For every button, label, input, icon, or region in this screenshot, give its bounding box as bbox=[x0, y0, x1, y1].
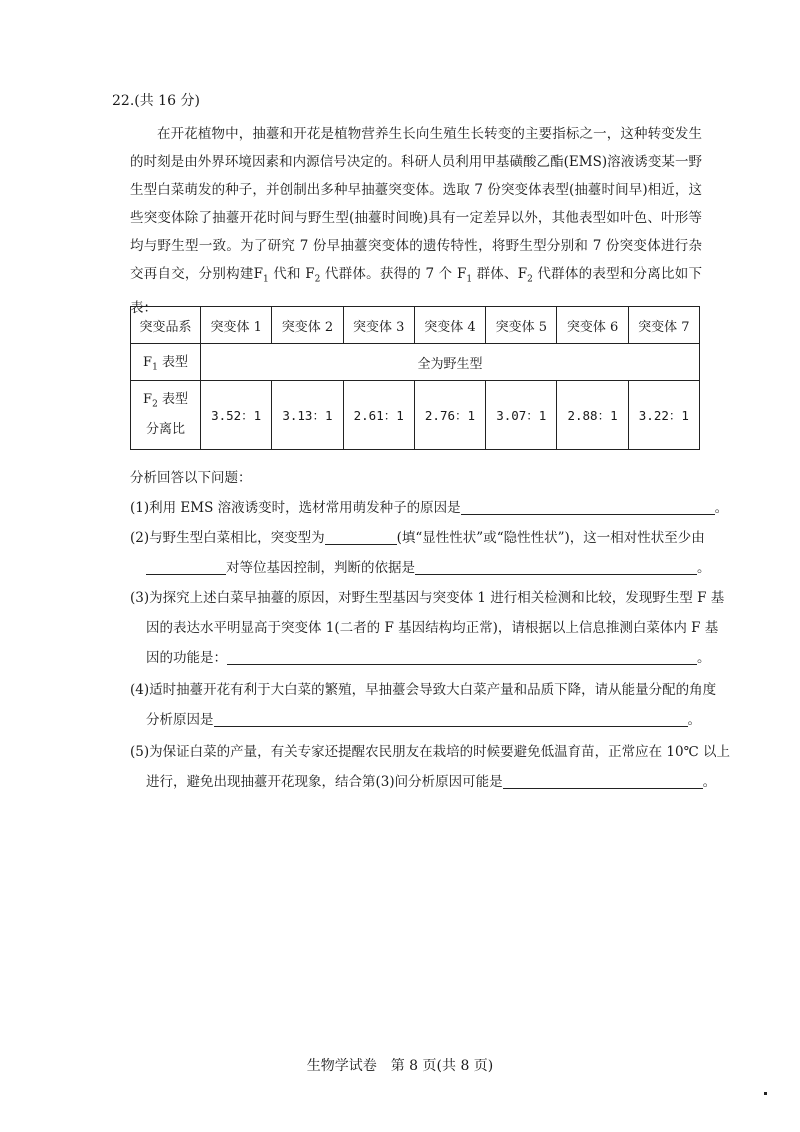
ratio-cell: 2.88：1 bbox=[557, 381, 628, 450]
table-header-cell: 突变体 3 bbox=[343, 307, 414, 344]
table-header-cell: 突变体 4 bbox=[414, 307, 485, 344]
answer-blank-2b[interactable] bbox=[146, 558, 226, 575]
question-intro: 在开花植物中，抽薹和开花是植物营养生长向生殖生长转变的主要指标之一，这种转变发生的时刻是由外界环境因素和内源信号决定的。科研人员利用甲基磺酸乙酯(EMS)溶液诱变某一野生型白菜萌发的种子，并创制出多种早抽薹突变体。选取 7 份突变体表型(抽薹时间早)相近，这些突变体除了抽薹开花时间与野生型(抽薹时间晚)具有一定差异以外，其他表型如叶色、叶形等均与野生型一致。为了研究 7 份早抽薹突变体的遗传特性，将野生型分别和 7 份突变体进行杂交再自交，分别构建$F_1$ 代和 $F_2$ 代群体。获得的 7 个 $F_1$ 群体、$F_2$ 代群体的表型和分离比如下表： bbox=[130, 126, 702, 316]
table-row-f1 bbox=[131, 344, 700, 381]
question-header: 22.(共 16 分) bbox=[112, 93, 200, 109]
intro-text-1: 在开花植物中，抽薹和开花是植物营养生长向生殖生长转变的主要指标之一，这种转变发生的时刻是由外界环境因素和内源信号决定的。科研人员利用甲基磺酸乙酯(EMS)溶液诱变某一野生型白菜萌发的种子，并创制出多种早抽薹突变体。选取 7 份突变体表型(抽薹时间早)相近，这些突变体除了抽薹开花时间与野生型(抽薹时间晚)具有一定差异以外，其他表型如叶色、叶形等均与野生型一致。为了研究 7 份早抽薹突变体的遗传特性，将野生型分别和 7 份突变体进行杂交再自交，分别构建 bbox=[130, 126, 702, 282]
corner-mark bbox=[764, 1092, 767, 1095]
subquestion-4: (4)适时抽薹开花有利于大白菜的繁殖，早抽薹会导致大白菜产量和品质下降，请从能量分配的角度 分析原因是 。 bbox=[130, 682, 717, 728]
answer-blank-4[interactable] bbox=[214, 710, 688, 727]
answer-blank-2a[interactable] bbox=[325, 528, 397, 545]
table-header-cell: 突变体 7 bbox=[628, 307, 699, 344]
table-corner-cell: 突变品系 bbox=[131, 307, 201, 344]
answer-blank-3[interactable] bbox=[227, 648, 697, 665]
table-row-f2 bbox=[131, 381, 700, 450]
ratio-cell: 3.13：1 bbox=[272, 381, 343, 450]
answer-blank-1[interactable] bbox=[461, 498, 715, 515]
subquestion-1: (1)利用 EMS 溶液诱变时，选材常用萌发种子的原因是 。 bbox=[130, 500, 729, 516]
f2-label-cell: $F_2$ 表型 分离比 bbox=[131, 381, 201, 450]
ratio-cell: 2.61：1 bbox=[343, 381, 414, 450]
ratio-cell: 3.07：1 bbox=[486, 381, 557, 450]
subquestion-2: (2)与野生型白菜相比，突变型为 (填“显性性状”或“隐性性状”)，这一相对性状至少由 对等位基因控制，判断的依据是 。 bbox=[130, 530, 711, 576]
f1-value-cell: 全为野生型 bbox=[201, 344, 700, 381]
subquestion-5: (5)为保证白菜的产量，有关专家还提醒农民朋友在栽培的时候要避免低温育苗，正常应在 10℃ 以上 进行，避免出现抽薹开花现象，结合第(3)问分析原因可能是 。 bbox=[130, 744, 730, 790]
answer-blank-2c[interactable] bbox=[415, 558, 697, 575]
analysis-prompt: 分析回答以下问题： bbox=[130, 470, 252, 486]
f1-label-cell: $F_1$ 表型 bbox=[131, 344, 201, 381]
page-footer: 生物学试卷 第 8 页(共 8 页) bbox=[306, 1058, 494, 1074]
table-header-cell: 突变体 1 bbox=[201, 307, 272, 344]
table-header-cell: 突变体 6 bbox=[557, 307, 628, 344]
table-header-cell: 突变体 5 bbox=[486, 307, 557, 344]
table-header-row bbox=[131, 307, 700, 344]
results-table bbox=[130, 306, 700, 450]
ratio-cell: 2.76：1 bbox=[414, 381, 485, 450]
ratio-cell: 3.22：1 bbox=[628, 381, 699, 450]
table-header-cell: 突变体 2 bbox=[272, 307, 343, 344]
ratio-cell: 3.52：1 bbox=[201, 381, 272, 450]
subquestion-3: (3)为探究上述白菜早抽薹的原因，对野生型基因与突变体 1 进行相关检测和比较，发现野生型 F 基 因的表达水平明显高于突变体 1(二者的 F 基因结构均正常)，请根据以上信息推测白菜体内 F 基 因的功能是： 。 bbox=[130, 590, 725, 666]
answer-blank-5[interactable] bbox=[503, 772, 703, 789]
